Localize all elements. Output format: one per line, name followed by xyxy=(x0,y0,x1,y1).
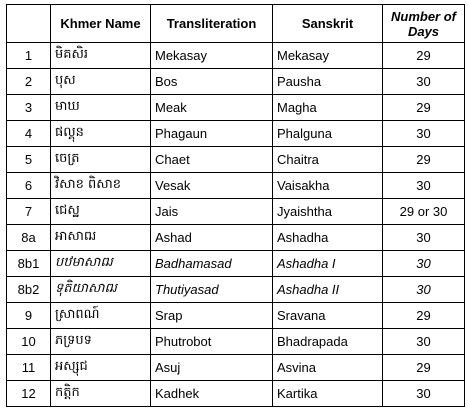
khmer-name-cell: បុស xyxy=(51,69,151,95)
sanskrit-cell: Ashadha xyxy=(273,225,383,251)
month-number-cell: 8a xyxy=(7,225,51,251)
sanskrit-cell: Sravana xyxy=(273,303,383,329)
month-number-cell: 7 xyxy=(7,199,51,225)
month-number-cell: 8b2 xyxy=(7,277,51,303)
number-of-days-cell: 30 xyxy=(383,121,465,147)
khmer-name-cell: ចេត្រ xyxy=(51,147,151,173)
table-row xyxy=(7,69,465,95)
table-row xyxy=(7,173,465,199)
header-sanskrit: Sanskrit xyxy=(273,5,383,43)
number-of-days-cell: 30 xyxy=(383,329,465,355)
transliteration-cell: Phutrobot xyxy=(151,329,273,355)
sanskrit-cell: Phalguna xyxy=(273,121,383,147)
number-of-days-cell: 29 xyxy=(383,303,465,329)
number-of-days-cell: 30 xyxy=(383,381,465,407)
number-of-days-cell: 29 or 30 xyxy=(383,199,465,225)
month-number-cell: 8b1 xyxy=(7,251,51,277)
sanskrit-cell: Mekasay xyxy=(273,43,383,69)
month-number-cell: 6 xyxy=(7,173,51,199)
number-of-days-cell: 30 xyxy=(383,277,465,303)
table-row xyxy=(7,147,465,173)
sanskrit-cell: Chaitra xyxy=(273,147,383,173)
header-khmer-name: Khmer Name xyxy=(51,5,151,43)
transliteration-cell: Vesak xyxy=(151,173,273,199)
month-number-cell: 11 xyxy=(7,355,51,381)
khmer-name-cell: អស្សុជ xyxy=(51,355,151,381)
sanskrit-cell: Ashadha II xyxy=(273,277,383,303)
header-row xyxy=(7,5,465,43)
month-number-cell: 4 xyxy=(7,121,51,147)
transliteration-cell: Badhamasad xyxy=(151,251,273,277)
month-number-cell: 10 xyxy=(7,329,51,355)
month-number-cell: 2 xyxy=(7,69,51,95)
khmer-months-table xyxy=(6,4,465,407)
sanskrit-cell: Ashadha I xyxy=(273,251,383,277)
khmer-name-cell: ទុតិយាសាឍ xyxy=(51,277,151,303)
khmer-name-cell: បឋមាសាឍ xyxy=(51,251,151,277)
transliteration-cell: Srap xyxy=(151,303,273,329)
sanskrit-cell: Magha xyxy=(273,95,383,121)
sanskrit-cell: Vaisakha xyxy=(273,173,383,199)
khmer-name-cell: មិគសិរ xyxy=(51,43,151,69)
khmer-name-cell: ផល្គុន xyxy=(51,121,151,147)
khmer-name-cell: ភទ្របទ xyxy=(51,329,151,355)
transliteration-cell: Jais xyxy=(151,199,273,225)
month-number-cell: 12 xyxy=(7,381,51,407)
table-row xyxy=(7,303,465,329)
month-number-cell: 1 xyxy=(7,43,51,69)
sanskrit-cell: Asvina xyxy=(273,355,383,381)
number-of-days-cell: 30 xyxy=(383,173,465,199)
transliteration-cell: Mekasay xyxy=(151,43,273,69)
khmer-name-cell: វិសាខ ពិសាខ xyxy=(51,173,151,199)
transliteration-cell: Ashad xyxy=(151,225,273,251)
header-transliteration: Transliteration xyxy=(151,5,273,43)
sanskrit-cell: Pausha xyxy=(273,69,383,95)
transliteration-cell: Bos xyxy=(151,69,273,95)
table-row xyxy=(7,95,465,121)
table-row xyxy=(7,251,465,277)
month-number-cell: 5 xyxy=(7,147,51,173)
transliteration-cell: Asuj xyxy=(151,355,273,381)
table-row xyxy=(7,329,465,355)
transliteration-cell: Meak xyxy=(151,95,273,121)
table-row xyxy=(7,199,465,225)
khmer-name-cell: មាឃ xyxy=(51,95,151,121)
number-of-days-cell: 29 xyxy=(383,355,465,381)
sanskrit-cell: Kartika xyxy=(273,381,383,407)
sanskrit-cell: Jyaishtha xyxy=(273,199,383,225)
transliteration-cell: Thutiyasad xyxy=(151,277,273,303)
transliteration-cell: Chaet xyxy=(151,147,273,173)
khmer-name-cell: ជេស្ឋ xyxy=(51,199,151,225)
number-of-days-cell: 30 xyxy=(383,251,465,277)
month-number-cell: 9 xyxy=(7,303,51,329)
number-of-days-cell: 29 xyxy=(383,95,465,121)
table-row xyxy=(7,225,465,251)
transliteration-cell: Kadhek xyxy=(151,381,273,407)
header-number xyxy=(7,5,51,43)
transliteration-cell: Phagaun xyxy=(151,121,273,147)
number-of-days-cell: 29 xyxy=(383,147,465,173)
number-of-days-cell: 29 xyxy=(383,43,465,69)
number-of-days-cell: 30 xyxy=(383,69,465,95)
header-number-of-days: Number of Days xyxy=(383,5,465,43)
khmer-name-cell: ស្រាពណ៍ xyxy=(51,303,151,329)
khmer-name-cell: កត្តិក xyxy=(51,381,151,407)
table-row xyxy=(7,355,465,381)
table-row xyxy=(7,43,465,69)
khmer-name-cell: អាសាឍ xyxy=(51,225,151,251)
table-row xyxy=(7,381,465,407)
month-number-cell: 3 xyxy=(7,95,51,121)
table-row xyxy=(7,277,465,303)
number-of-days-cell: 30 xyxy=(383,225,465,251)
table-row xyxy=(7,121,465,147)
sanskrit-cell: Bhadrapada xyxy=(273,329,383,355)
